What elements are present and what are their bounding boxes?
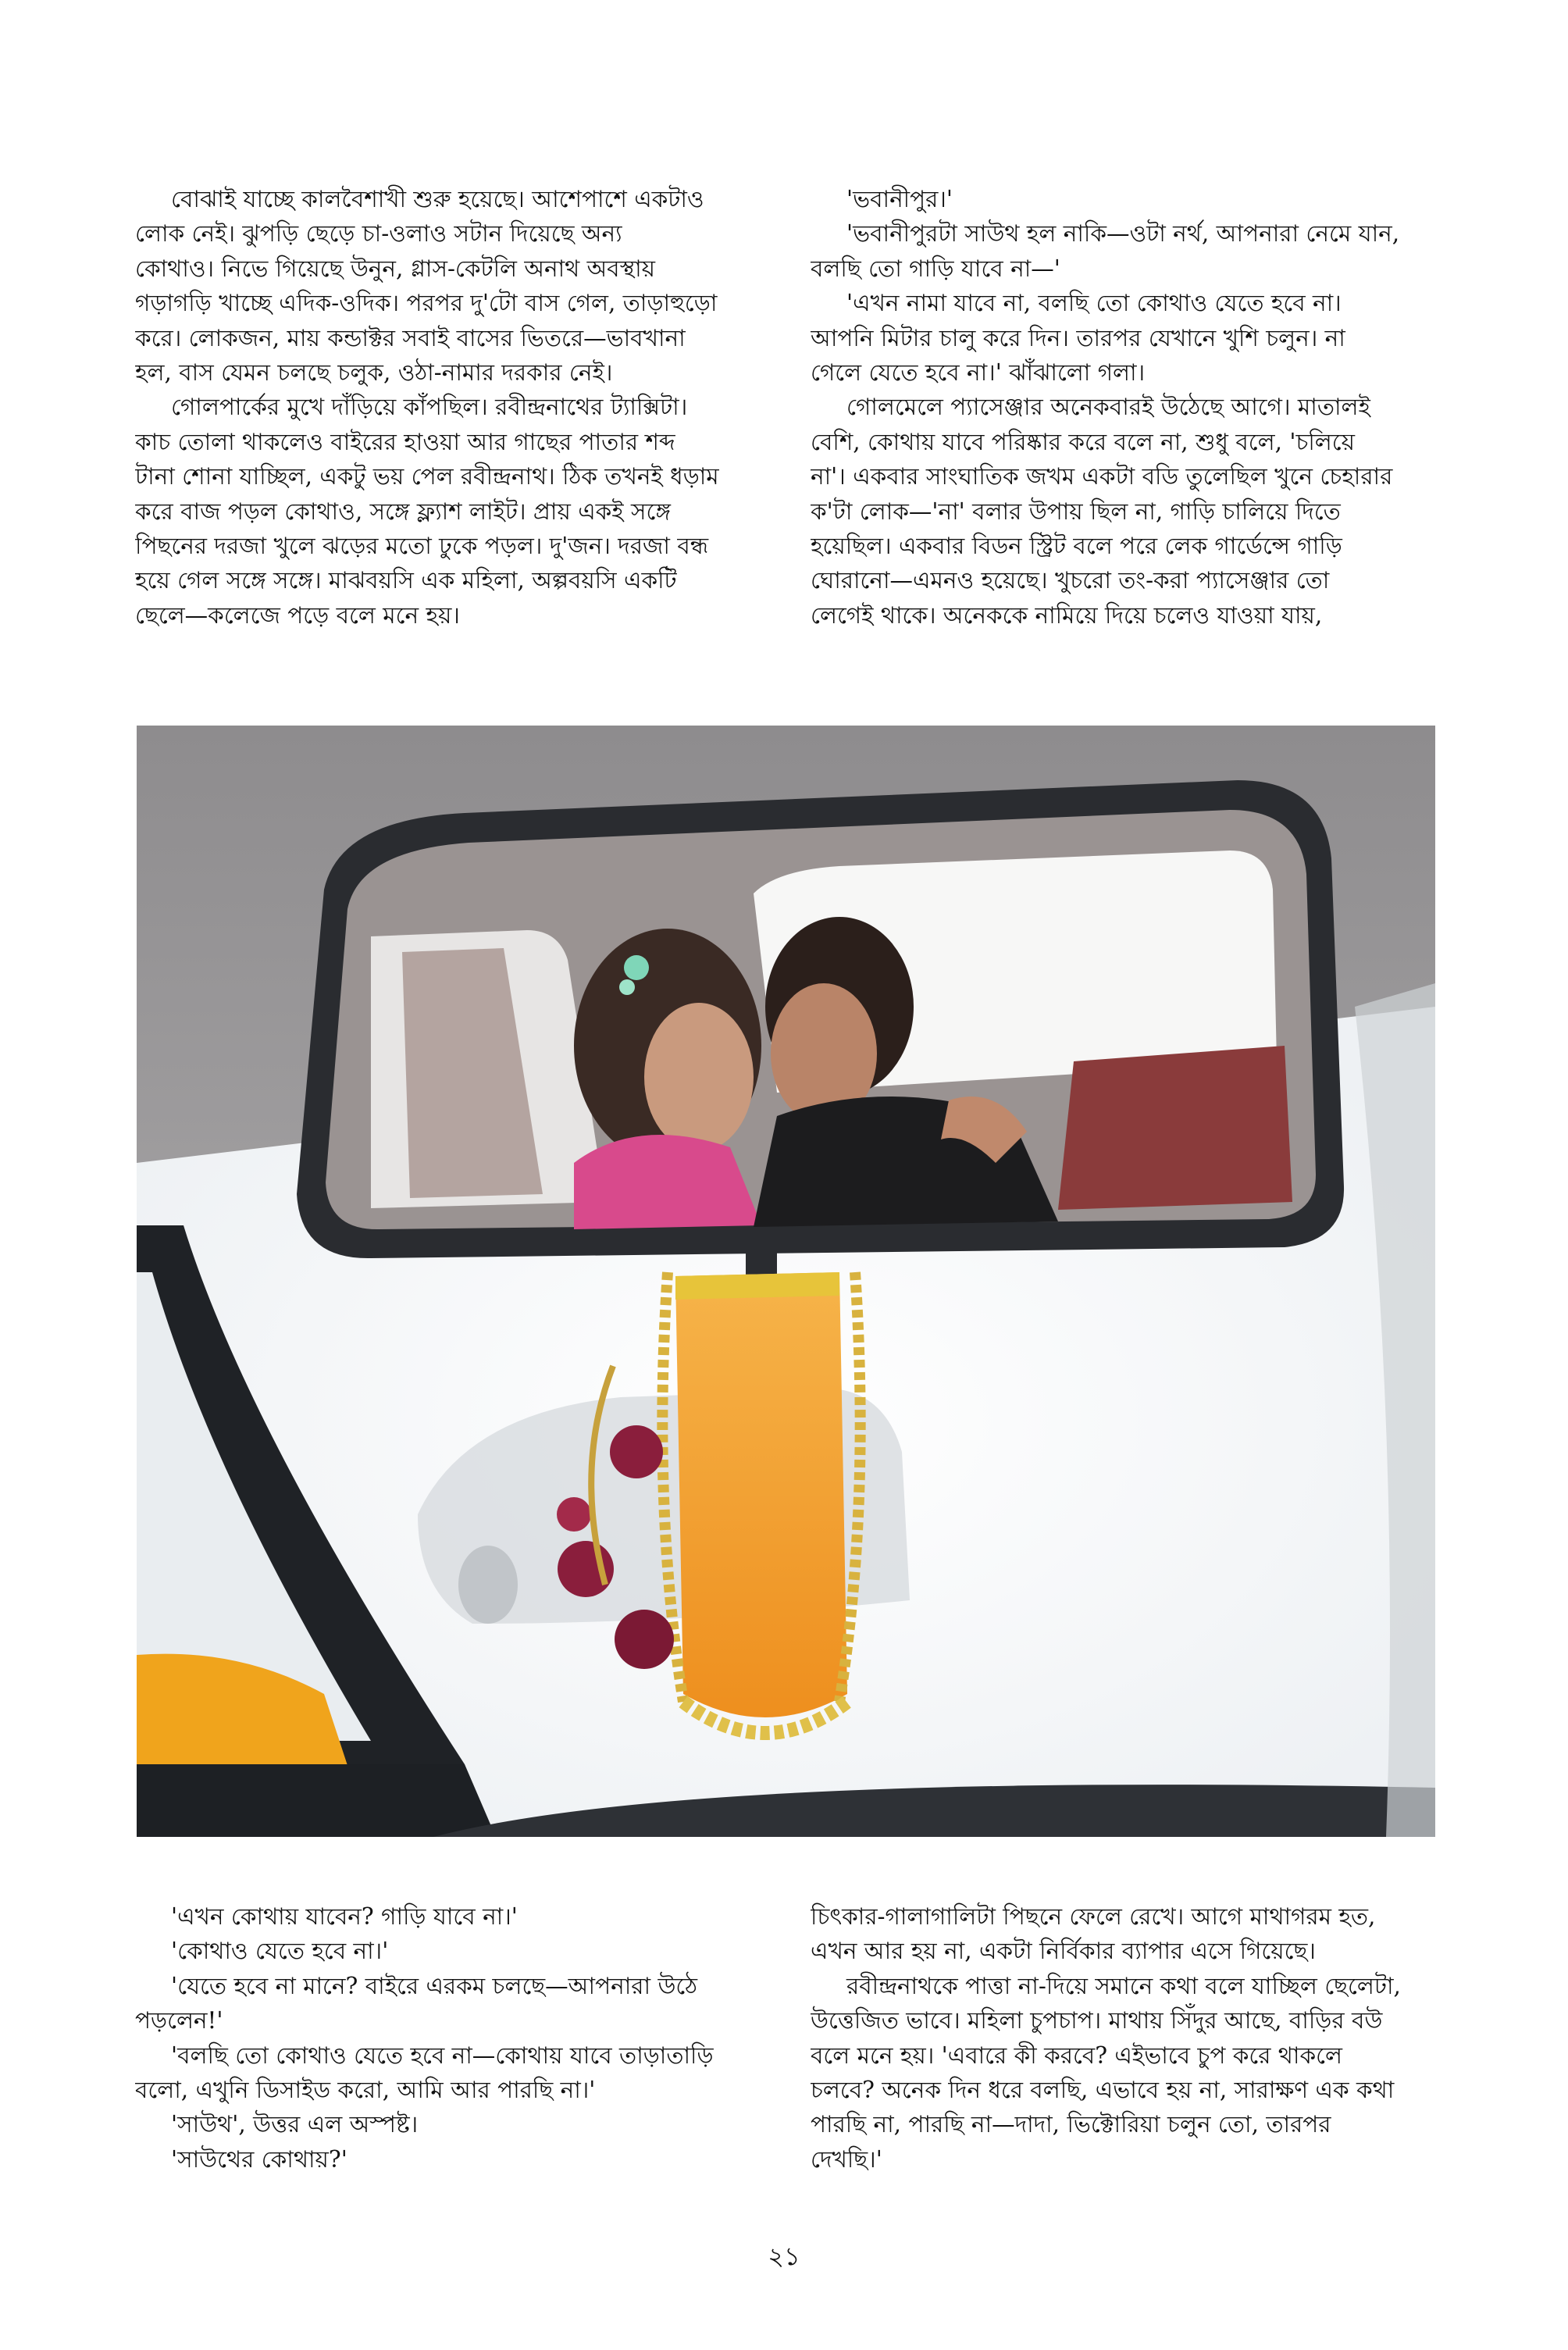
text-line: বলছি তো গাড়ি যাবে না—' xyxy=(811,255,1060,282)
text-line: গোলপার্কের মুখে দাঁড়িয়ে কাঁপছিল। রবীন্দ্রনাথের ট্যাক্সিটা। xyxy=(171,394,688,421)
text-line: 'এখন কোথায় যাবেন? গাড়ি যাবে না।' xyxy=(171,1903,518,1930)
text-line: হয়েছিল। একবার বিডন স্ট্রিট বলে পরে লেক গার্ডেন্সে গাড়ি xyxy=(811,533,1342,560)
text-column-top-right xyxy=(811,182,1443,651)
page-number: ২১ xyxy=(768,2241,800,2271)
text-line: পারছি না, পারছি না—দাদা, ভিক্টোরিয়া চলুন তো, তারপর xyxy=(811,2111,1331,2138)
text-column-bottom-left xyxy=(135,1899,760,2227)
text-line: গেলে যেতে হবে না।' ঝাঁঝালো গলা। xyxy=(811,359,1146,387)
text-line: ঘোরানো—এমনও হয়েছে। খুচরো তং-করা প্যাসেঞ্জার তো xyxy=(811,567,1330,594)
taxi-mirror-photo xyxy=(137,726,1435,1837)
text-line: লেগেই থাকে। অনেককে নামিয়ে দিয়ে চলেও যাওয়া যায়, xyxy=(811,601,1323,629)
text-line: চিৎকার-গালাগালিটা পিছনে ফেলে রেখে। আগে মাথাগরম হত, xyxy=(811,1903,1376,1930)
text-line: হয়ে গেল সঙ্গে সঙ্গে। মাঝবয়সি এক মহিলা, অল্পবয়সি একটি xyxy=(135,567,677,594)
text-line: গোলমেলে প্যাসেঞ্জার অনেকবারই উঠেছে আগে। মাতালই xyxy=(846,394,1370,421)
text-line: ক'টা লোক—'না' বলার উপায় ছিল না, গাড়ি চালিয়ে দিতে xyxy=(811,497,1341,525)
text-line: বোঝাই যাচ্ছে কালবৈশাখী শুরু হয়েছে। আশেপাশে একটাও xyxy=(171,186,704,212)
text-line: বলে মনে হয়। 'এবারে কী করবে? এইভাবে চুপ করে থাকলে xyxy=(811,2042,1342,2069)
text-line: আপনি মিটার চালু করে দিন। তারপর যেখানে খুশি চলুন। না xyxy=(811,324,1345,351)
text-line: বলো, এখুনি ডিসাইড করো, আমি আর পারছি না।' xyxy=(135,2077,596,2104)
text-line: পিছনের দরজা খুলে ঝড়ের মতো ঢুকে পড়ল। দু'জন। দরজা বন্ধ xyxy=(135,533,709,560)
text-line: কাচ তোলা থাকলেও বাইরের হাওয়া আর গাছের পাতার শব্দ xyxy=(135,428,675,455)
text-line: 'কোথাও যেতে হবে না।' xyxy=(171,1938,389,1965)
text-line: না'। একবার সাংঘাতিক জখম একটা বডি তুলেছিল খুনে চেহারার xyxy=(811,463,1393,490)
text-line: হল, বাস যেমন চলছে চলুক, ওঠা-নামার দরকার নেই। xyxy=(135,359,613,387)
text-column-top-left xyxy=(135,182,760,651)
text-line: উত্তেজিত ভাবে। মহিলা চুপচাপ। মাথায় সিঁদুর আছে, বাড়ির বউ xyxy=(811,2007,1383,2034)
text-line: চলবে? অনেক দিন ধরে বলছি, এভাবে হয় না, সারাক্ষণ এক কথা xyxy=(811,2077,1395,2104)
text-line: বেশি, কোথায় যাবে পরিষ্কার করে বলে না, শুধু বলে, 'চলিয়ে xyxy=(811,428,1356,455)
text-line: রবীন্দ্রনাথকে পাত্তা না-দিয়ে সমানে কথা বলে যাচ্ছিল ছেলেটা, xyxy=(846,1972,1401,1999)
text-line: কোথাও। নিভে গিয়েছে উনুন, গ্লাস-কেটলি অনাথ অবস্থায় xyxy=(135,255,656,282)
text-line: লোক নেই। ঝুপড়ি ছেড়ে চা-ওলাও সটান দিয়েছে অন্য xyxy=(135,220,622,248)
text-line: দেখছি।' xyxy=(811,2145,882,2173)
text-line: করে বাজ পড়ল কোথাও, সঙ্গে ফ্ল্যাশ লাইট। প্রায় একই সঙ্গে xyxy=(135,497,671,525)
text-column-bottom-right xyxy=(811,1899,1443,2227)
text-line: ছেলে—কলেজে পড়ে বলে মনে হয়। xyxy=(135,601,460,629)
text-line: এখন আর হয় না, একটা নির্বিকার ব্যাপার এসে গিয়েছে। xyxy=(811,1938,1316,1965)
text-line: করে। লোকজন, মায় কন্ডাক্টর সবাই বাসের ভিতরে—ভাবখানা xyxy=(135,324,686,351)
text-line: 'বলছি তো কোথাও যেতে হবে না—কোথায় যাবে তাড়াতাড়ি xyxy=(171,2042,714,2069)
text-line: পড়লেন!' xyxy=(135,2007,223,2034)
text-line: 'ভবানীপুর।' xyxy=(846,186,953,212)
text-line: টানা শোনা যাচ্ছিল, একটু ভয় পেল রবীন্দ্রনাথ। ঠিক তখনই ধড়াম xyxy=(135,463,719,490)
text-line: 'সাউথের কোথায়?' xyxy=(171,2145,347,2173)
text-line: 'যেতে হবে না মানে? বাইরে এরকম চলছে—আপনারা উঠে xyxy=(171,1972,698,1999)
text-line: গড়াগড়ি খাচ্ছে এদিক-ওদিক। পরপর দু'টো বাস গেল, তাড়াহুড়ো xyxy=(135,290,718,317)
text-line: 'এখন নামা যাবে না, বলছি তো কোথাও যেতে হবে না। xyxy=(846,290,1342,317)
text-line: 'ভবানীপুরটা সাউথ হল নাকি—ওটা নর্থ, আপনারা নেমে যান, xyxy=(846,220,1400,248)
text-line: 'সাউথ', উত্তর এল অস্পষ্ট। xyxy=(171,2111,419,2138)
